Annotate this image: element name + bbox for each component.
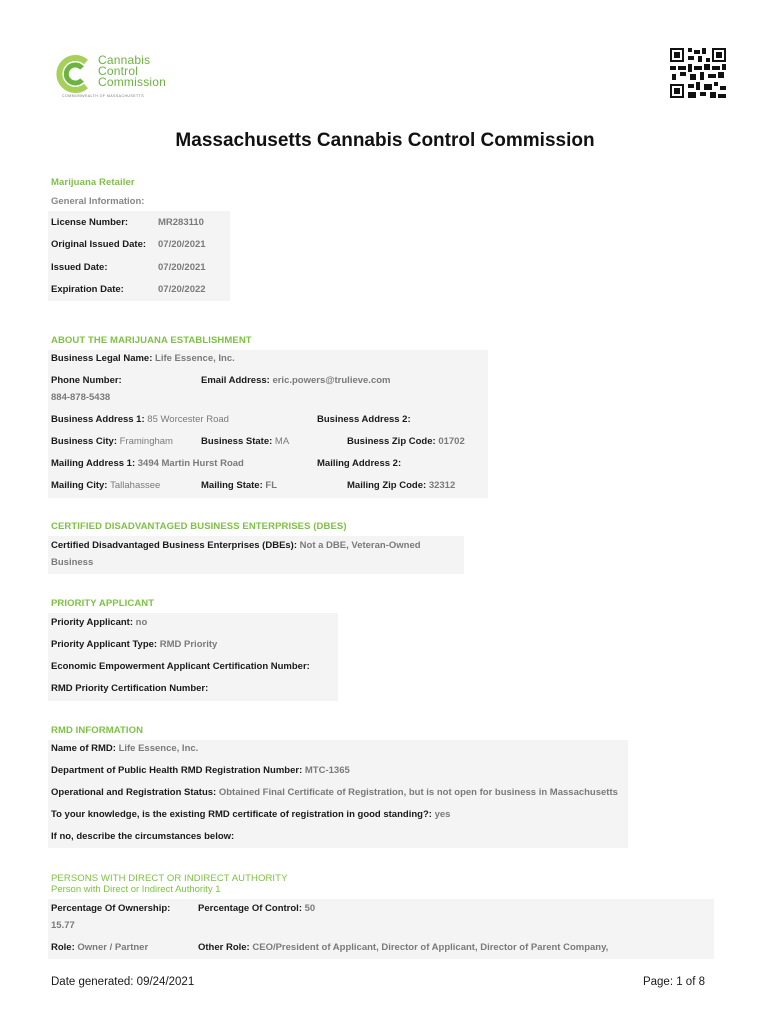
business-zip-value: 01702 [438, 436, 465, 447]
mailing-zip-label: Mailing Zip Code: [347, 480, 427, 491]
qr-code-icon [670, 48, 726, 98]
general-info-heading: General Information: [51, 196, 145, 207]
person-subheading: Person with Direct or Indirect Authority 1 [51, 884, 221, 895]
original-issued-value: 07/20/2021 [158, 239, 206, 250]
priority-type-label: Priority Applicant Type: [51, 639, 158, 650]
dbe-heading: CERTIFIED DISADVANTAGED BUSINESS ENTERPRISES (DBES) [51, 521, 347, 532]
legal-name-label: Business Legal Name: [51, 353, 153, 364]
rmd-priority-cert-label: RMD Priority Certification Number: [51, 683, 209, 694]
priority-applicant-field [51, 617, 147, 628]
dph-registration-value: MTC-1365 [304, 765, 350, 776]
control-value: 50 [304, 903, 316, 914]
business-zip-field [347, 436, 465, 447]
dbe-value: Not a DBE, Veteran-Owned [299, 540, 421, 551]
eea-cert-label: Economic Empowerment Applicant Certification Number: [51, 661, 310, 672]
page-number: Page: 1 of 8 [642, 976, 705, 988]
license-type: Marijuana Retailer [51, 177, 135, 188]
rmd-name-field [51, 743, 198, 754]
logo-mark-icon [54, 54, 98, 94]
mailing-address1-label: Mailing Address 1: [51, 458, 136, 469]
role-value: Owner / Partner [77, 942, 149, 953]
mailing-address2-label: Mailing Address 2: [317, 458, 402, 469]
rmd-name-label: Name of RMD: [51, 743, 116, 754]
dbe-value-continued: Business [51, 557, 94, 568]
mailing-city-field [51, 480, 160, 491]
phone-value: 884-878-5438 [51, 392, 111, 403]
operational-status-field [51, 787, 618, 798]
email-value: eric.powers@trulieve.com [272, 375, 391, 386]
logo-tagline: COMMONWEALTH OF MASSACHUSETTS [62, 94, 145, 98]
business-address1-field [51, 414, 229, 425]
mailing-zip-value: 32312 [428, 480, 456, 491]
good-standing-value: yes [434, 809, 451, 820]
business-state-value: MA [274, 436, 290, 447]
legal-name-value: Life Essence, Inc. [155, 353, 235, 364]
dbe-field [51, 540, 421, 551]
business-city-value: Framingham [119, 436, 173, 447]
mailing-state-label: Mailing State: [201, 480, 263, 491]
rmd-heading: RMD INFORMATION [51, 725, 144, 736]
establishment-heading: ABOUT THE MARIJUANA ESTABLISHMENT [51, 335, 252, 346]
priority-applicant-label: Priority Applicant: [51, 617, 133, 628]
business-address1-label: Business Address 1: [51, 414, 145, 425]
ownership-label: Percentage Of Ownership: [51, 903, 171, 914]
business-city-label: Business City: [51, 436, 117, 447]
business-address2-label: Business Address 2: [317, 414, 411, 425]
page-title: Massachusetts Cannabis Control Commission [175, 130, 595, 151]
issued-date-label: Issued Date: [51, 262, 108, 273]
role-field [51, 942, 148, 953]
logo-wordmark: Cannabis Control Commission [98, 53, 167, 89]
business-state-field [201, 436, 289, 447]
issued-date-value: 07/20/2021 [158, 262, 206, 273]
mailing-state-value: FL [265, 480, 278, 491]
legal-name-field [51, 353, 235, 364]
ccc-logo [54, 52, 184, 100]
mailing-city-value: Tallahassee [110, 480, 161, 491]
good-standing-field [51, 809, 450, 820]
mailing-address1-field [51, 458, 244, 469]
phone-label: Phone Number: [51, 375, 122, 386]
control-field [198, 903, 315, 914]
other-role-label: Other Role: [198, 942, 250, 953]
email-label: Email Address: [201, 375, 270, 386]
business-address1-value: 85 Worcester Road [147, 414, 229, 425]
priority-heading: PRIORITY APPLICANT [51, 598, 155, 609]
license-number-value: MR283110 [158, 217, 204, 228]
describe-circumstances-label: If no, describe the circumstances below: [51, 831, 235, 842]
persons-heading: PERSONS WITH DIRECT OR INDIRECT AUTHORITY [51, 873, 288, 884]
business-state-label: Business State: [201, 436, 273, 447]
priority-type-value: RMD Priority [159, 639, 218, 650]
expiration-date-value: 07/20/2022 [158, 284, 206, 295]
date-generated: Date generated: 09/24/2021 [51, 976, 195, 988]
control-label: Percentage Of Control: [198, 903, 302, 914]
priority-applicant-value: no [135, 617, 148, 628]
mailing-city-label: Mailing City: [51, 480, 108, 491]
other-role-field [198, 942, 608, 953]
priority-type-field [51, 639, 217, 650]
business-zip-label: Business Zip Code: [347, 436, 436, 447]
ownership-value: 15.77 [51, 920, 75, 931]
license-number-label: License Number: [51, 217, 129, 228]
operational-status-label: Operational and Registration Status: [51, 787, 217, 798]
dph-registration-label: Department of Public Health RMD Registration Number: [51, 765, 303, 776]
mailing-zip-field [347, 480, 455, 491]
mailing-state-field [201, 480, 277, 491]
expiration-date-label: Expiration Date: [51, 284, 124, 295]
other-role-value: CEO/President of Applicant, Director of Applicant, Director of Parent Company, [252, 942, 609, 953]
role-label: Role: [51, 942, 75, 953]
mailing-address1-value: 3494 Martin Hurst Road [137, 458, 244, 469]
original-issued-label: Original Issued Date: [51, 239, 147, 250]
dbe-label: Certified Disadvantaged Business Enterprises (DBEs): [51, 540, 298, 551]
operational-status-value: Obtained Final Certificate of Registration, but is not open for business in Massachusetts [218, 787, 618, 798]
email-field [201, 375, 390, 386]
rmd-name-value: Life Essence, Inc. [118, 743, 199, 754]
dph-registration-field [51, 765, 350, 776]
business-city-field [51, 436, 173, 447]
good-standing-label: To your knowledge, is the existing RMD certificate of registration in good standing?: [51, 809, 432, 820]
